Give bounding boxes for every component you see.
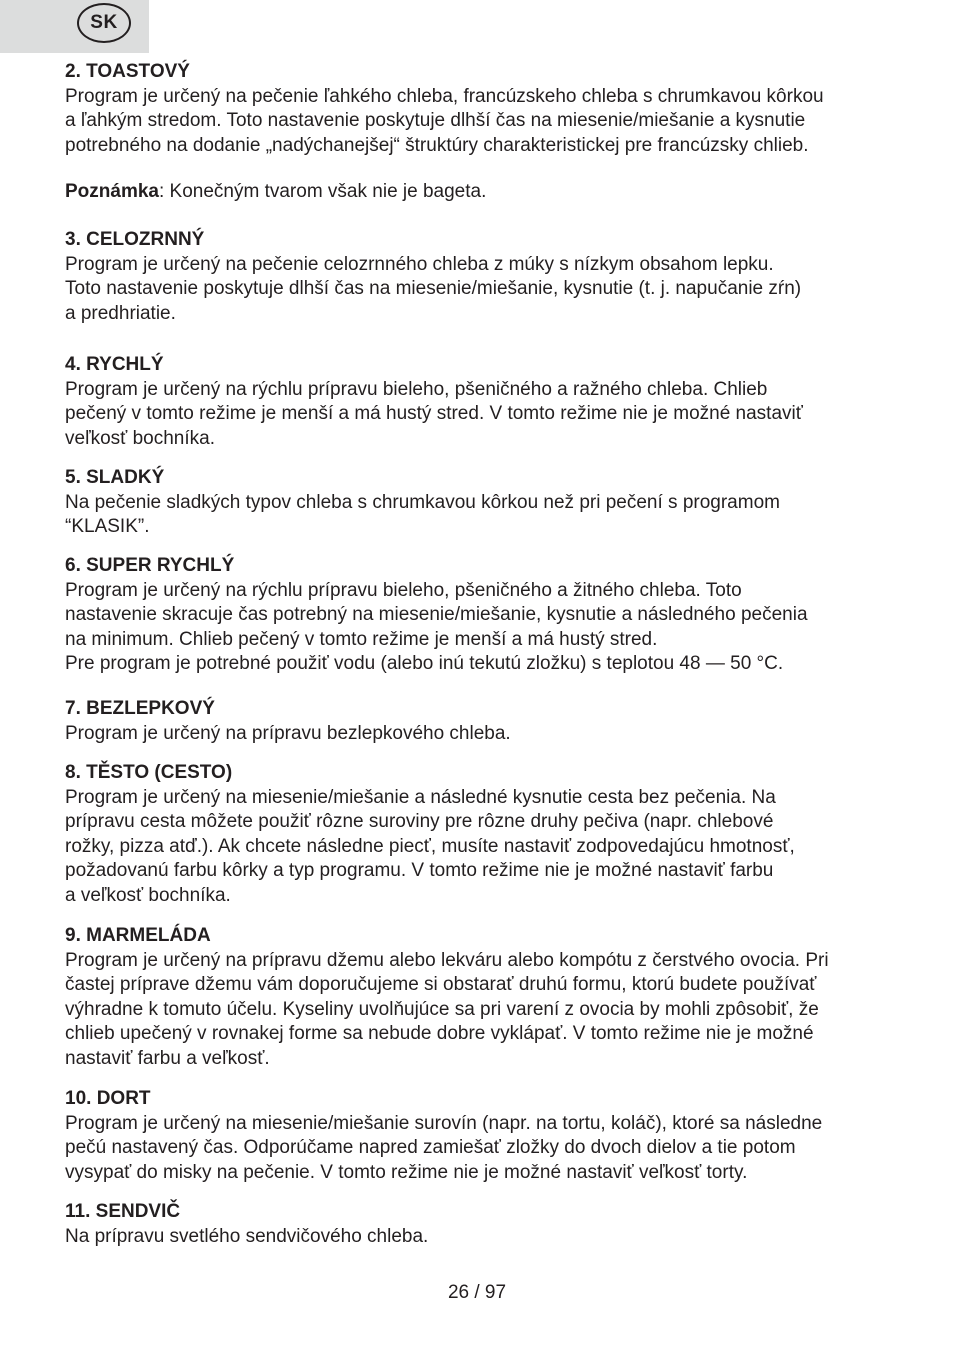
section-title: 10. DORT	[65, 1088, 151, 1109]
section-marmelada	[65, 924, 895, 1072]
text-line: Program je určený na prípravu džemu alebo lekváru alebo kompótu z čerstvého ovocia. Pri	[65, 949, 829, 971]
section-bezlepkovy	[65, 697, 895, 746]
section-toastovy	[65, 60, 895, 205]
text-line: veľkosť bochníka.	[65, 427, 215, 449]
note	[65, 180, 895, 205]
section-dort	[65, 1087, 895, 1185]
text-line: prípravu cesta môžete použiť rôzne suroviny pre rôzne druhy pečiva (napr. chlebové	[65, 811, 774, 833]
text-line: a predhriatie.	[65, 302, 176, 324]
text-line: požadovanú farbu kôrky a typ programu. V tomto režime nie je možné nastaviť farbu	[65, 860, 774, 882]
text-line: vysypať do misky na pečenie. V tomto režime nie je možné nastaviť veľkosť torty.	[65, 1161, 748, 1183]
note-text: : Konečným tvarom však nie je bageta.	[158, 181, 487, 203]
language-badge: SK	[77, 3, 131, 43]
text-line: Program je určený na rýchlu prípravu bieleho, pšeničného a ražného chleba. Chlieb	[65, 378, 768, 400]
section-title: 6. SUPER RYCHLÝ	[65, 555, 235, 576]
text-line: chlieb upečený v rovnakej forme sa nebude dobre vyklápať. V tomto režime nie je možné	[65, 1023, 814, 1045]
text-line: nastavenie skracuje čas potrebný na miesenie/miešanie, kysnutie a následného pečenia	[65, 604, 808, 626]
section-super-rychly	[65, 554, 895, 677]
section-title: 4. RYCHLÝ	[65, 354, 164, 375]
section-title: 11. SENDVIČ	[65, 1201, 181, 1222]
text-line: pečú nastavený čas. Odporúčame napred zamiešať zložky do dvoch dielov a tie potom	[65, 1137, 796, 1159]
text-line: Program je určený na pečenie ľahkého chleba, francúzskeho chleba s chrumkavou kôrkou	[65, 85, 824, 107]
section-title: 2. TOASTOVÝ	[65, 61, 190, 82]
text-line: nastaviť farbu a veľkosť.	[65, 1047, 270, 1069]
text-line: Na prípravu svetlého sendvičového chleba.	[65, 1225, 429, 1247]
page-number: 26 / 97	[447, 1282, 507, 1303]
text-line: “KLASIK”.	[65, 516, 150, 538]
section-celozrnny	[65, 228, 895, 326]
text-line: na minimum. Chlieb pečený v tomto režime je menší a má hustý stred.	[65, 628, 658, 650]
text-line: Toto nastavenie poskytuje dlhší čas na miesenie/miešanie, kysnutie (t. j. napučanie zŕn)	[65, 278, 802, 300]
note-label: Poznámka	[65, 181, 159, 203]
section-rychly	[65, 353, 895, 451]
language-tab	[0, 0, 149, 53]
text-line: potrebného na dodanie „nadýchanejšej“ štruktúry charakteristickej pre francúzsky chlieb.	[65, 134, 809, 156]
section-title: 9. MARMELÁDA	[65, 925, 211, 946]
section-title: 3. CELOZRNNÝ	[65, 229, 205, 250]
section-sendvic	[65, 1200, 895, 1249]
text-line: pečený v tomto režime je menší a má hustý stred. V tomto režime nie je možné nastaviť	[65, 403, 803, 425]
text-line: častej príprave džemu vám doporučujeme si obstarať druhú formu, ktorú budete používať	[65, 974, 817, 996]
section-testo	[65, 761, 895, 909]
text-line: Pre program je potrebné použiť vodu (alebo inú tekutú zložku) s teplotou 48 — 50 °C.	[65, 653, 784, 675]
section-title: 8. TĚSTO (CESTO)	[65, 762, 233, 783]
text-line: Na pečenie sladkých typov chleba s chrumkavou kôrkou než pri pečení s programom	[65, 491, 780, 513]
text-line: a veľkosť bochníka.	[65, 884, 231, 906]
section-sladky	[65, 466, 895, 540]
text-line: Program je určený na miesenie/miešanie a následné kysnutie cesta bez pečenia. Na	[65, 786, 776, 808]
section-title: 5. SLADKÝ	[65, 467, 165, 488]
text-line: Program je určený na pečenie celozrnného chleba z múky s nízkym obsahom lepku.	[65, 253, 774, 275]
text-line: Program je určený na miesenie/miešanie surovín (napr. na tortu, koláč), ktoré sa následne	[65, 1112, 823, 1134]
text-line: rožky, pizza atď.). Ak chcete následne piecť, musíte nastaviť zodpovedajúcu hmotnosť,	[65, 835, 795, 857]
text-line: a ľahkým stredom. Toto nastavenie poskytuje dlhší čas na miesenie/miešanie a kysnutie	[65, 110, 806, 132]
section-title: 7. BEZLEPKOVÝ	[65, 698, 215, 719]
text-line: Program je určený na rýchlu prípravu bieleho, pšeničného a žitného chleba. Toto	[65, 579, 742, 601]
text-line: Program je určený na prípravu bezlepkového chleba.	[65, 722, 511, 744]
text-line: výhradne k tomuto účelu. Kyseliny uvolňujúce sa pri varení z ovocia by mohli zpôsobiť, že	[65, 998, 819, 1020]
